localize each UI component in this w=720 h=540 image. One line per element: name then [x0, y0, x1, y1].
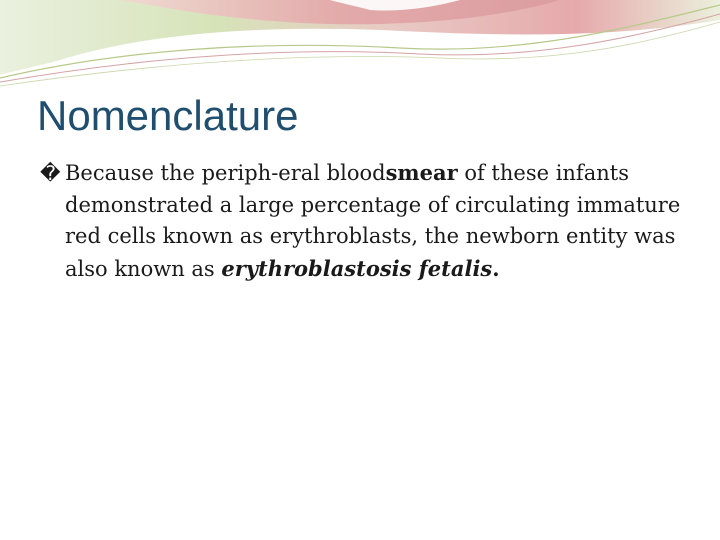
bullet-icon: �	[40, 161, 61, 185]
paragraph-period: .	[492, 255, 500, 281]
slide-title: Nomenclature	[37, 92, 299, 139]
paragraph-text-1: Because the periph-eral blood	[65, 161, 386, 185]
header-decoration	[0, 0, 720, 90]
paragraph-term: erythroblastosis fetalis	[221, 255, 493, 281]
bullet-paragraph	[40, 157, 705, 285]
paragraph-bold-smear: smear	[385, 160, 458, 185]
paragraph-text-2: of these infants demonstrated a large percentage of circulating immature red cells known as erythroblasts, the newborn entity was also known as	[65, 161, 681, 281]
